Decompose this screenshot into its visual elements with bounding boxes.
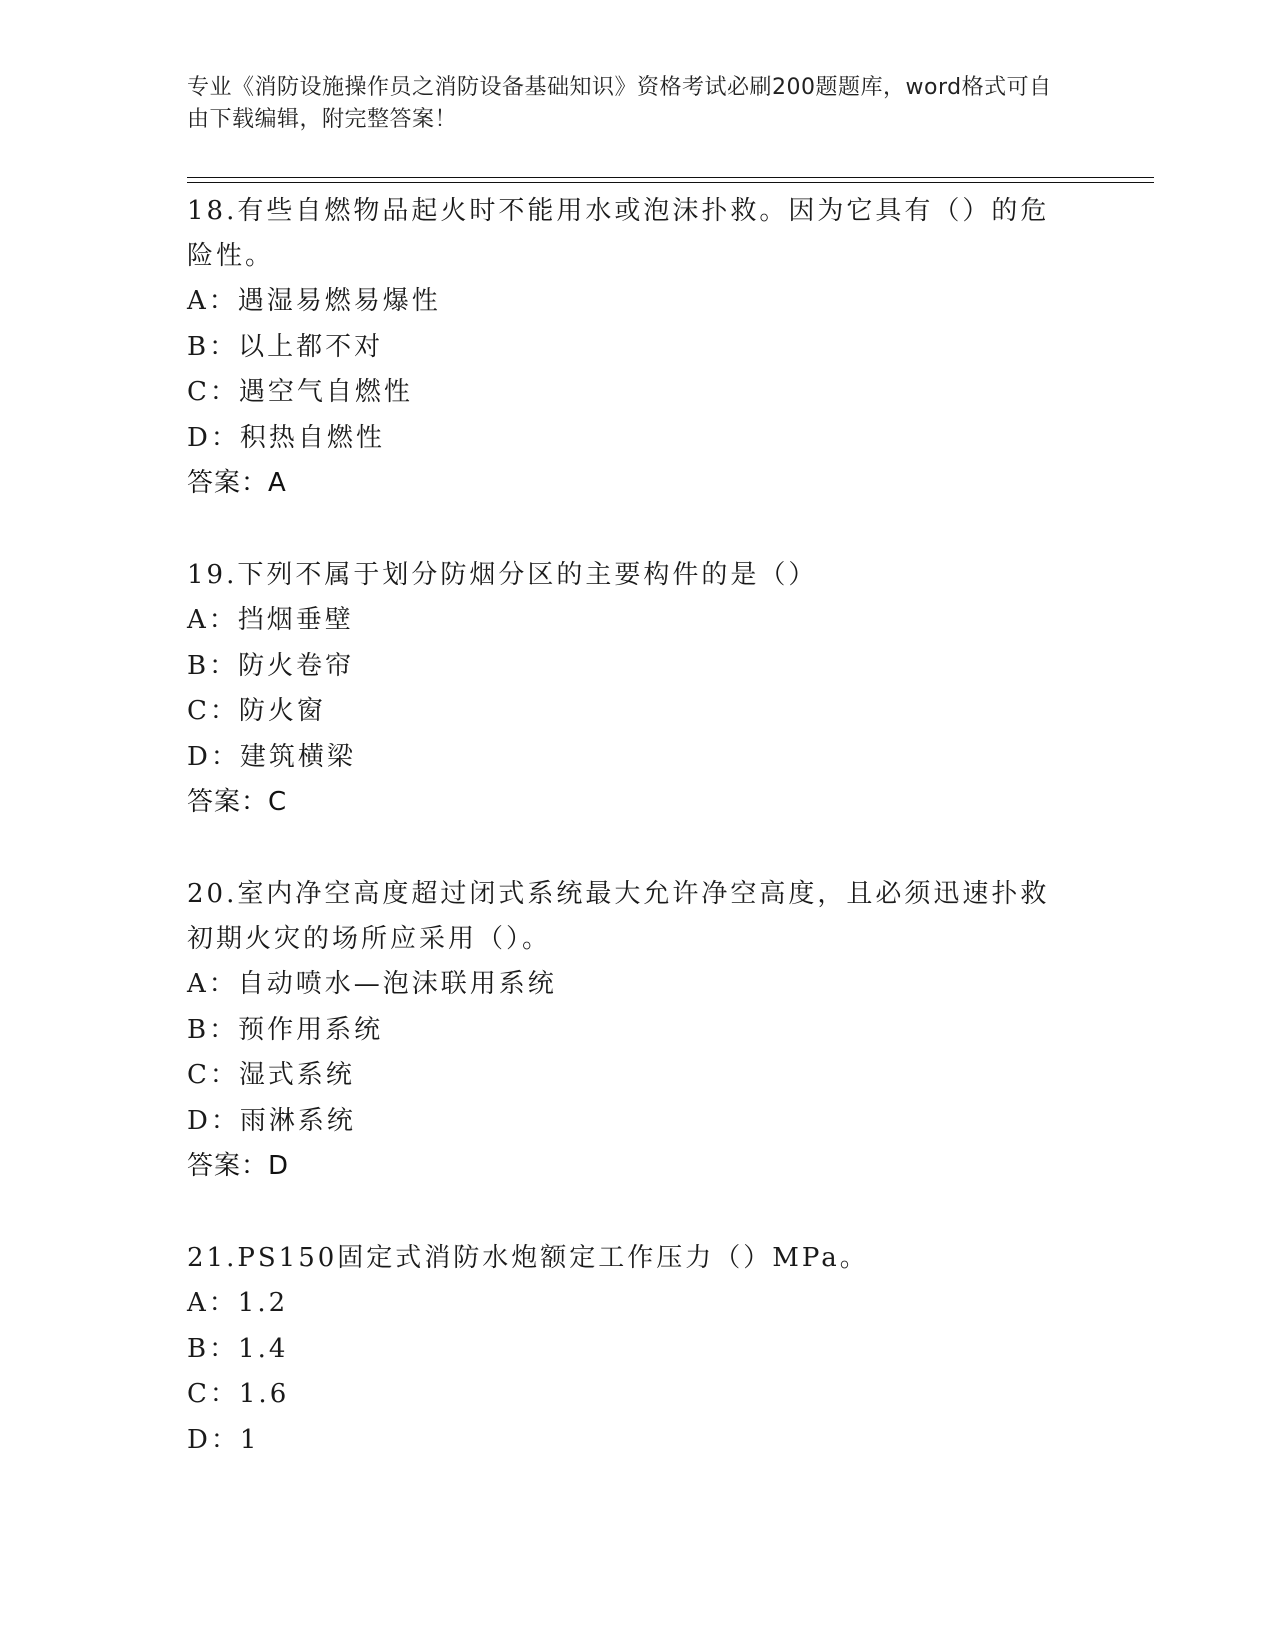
document-header: 专业《消防设施操作员之消防设备基础知识》资格考试必刷200题题库，word格式可自由下载编辑，附完整答案！ <box>187 75 1052 132</box>
answer: 答案：D <box>187 1151 290 1181</box>
option-b: B：1.4 <box>187 1333 289 1364</box>
option-d: D：积热自燃性 <box>187 422 385 453</box>
option-b: B：防火卷帘 <box>187 650 355 681</box>
option-d: D：建筑横梁 <box>187 741 356 772</box>
option-d: D：雨淋系统 <box>187 1105 356 1136</box>
question-stem: 18.有些自燃物品起火时不能用水或泡沫扑救。因为它具有（）的危险性。 <box>187 196 1050 271</box>
question-20 <box>187 872 1077 1189</box>
option-d: D：1 <box>187 1424 260 1455</box>
option-c: C：遇空气自燃性 <box>187 377 413 407</box>
question-stem: 20.室内净空高度超过闭式系统最大允许净空高度，且必须迅速扑救初期火灾的场所应采用（）。 <box>187 879 1050 954</box>
option-c: C：防火窗 <box>187 696 326 726</box>
question-stem: 19.下列不属于划分防烟分区的主要构件的是（） <box>187 560 818 590</box>
answer: 答案：C <box>187 787 288 817</box>
option-a: A：1.2 <box>187 1288 289 1318</box>
header-divider-bottom <box>187 182 1154 183</box>
header-divider-top <box>187 177 1154 178</box>
option-b: B：预作用系统 <box>187 1014 384 1045</box>
option-c: C：湿式系统 <box>187 1060 355 1090</box>
option-a: A：挡烟垂壁 <box>187 605 354 635</box>
question-21 <box>187 1236 1077 1463</box>
question-18 <box>187 189 1077 506</box>
question-19 <box>187 553 1077 825</box>
option-c: C：1.6 <box>187 1379 290 1409</box>
option-a: A：自动喷水—泡沫联用系统 <box>187 969 557 999</box>
question-stem: 21.PS150固定式消防水炮额定工作压力（）MPa。 <box>187 1243 869 1273</box>
answer: 答案：A <box>187 468 287 498</box>
option-b: B：以上都不对 <box>187 331 384 362</box>
option-a: A：遇湿易燃易爆性 <box>187 286 441 316</box>
